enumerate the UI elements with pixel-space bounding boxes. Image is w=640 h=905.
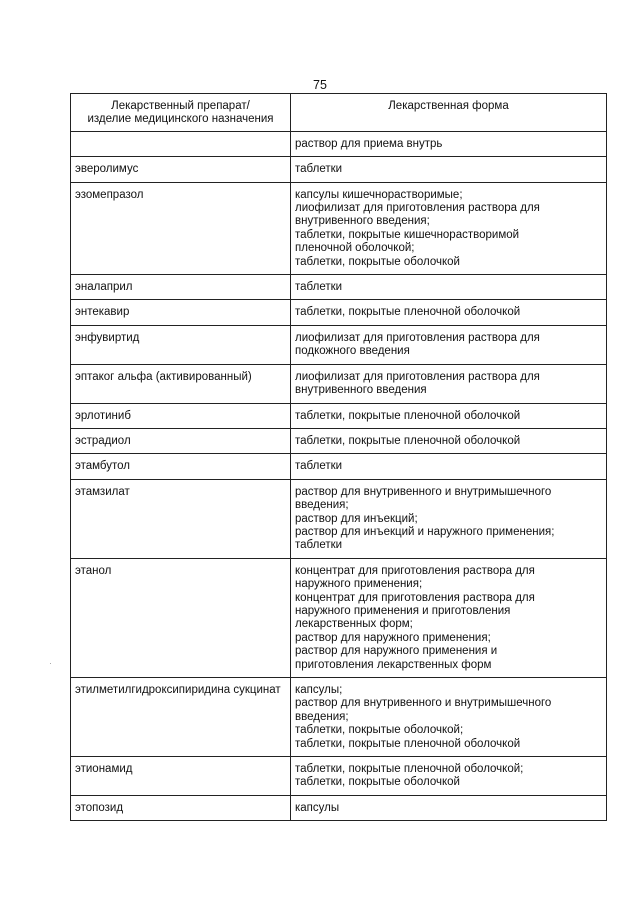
dosage-form-line: капсулы;	[295, 684, 343, 696]
dosage-form-line: концентрат для приготовления раствора для	[295, 591, 535, 604]
header-drug-line: изделие медицинского назначения	[87, 113, 274, 126]
dosage-form-cell	[291, 795, 607, 820]
header-drug-line: Лекарственный препарат/	[111, 100, 250, 112]
dosage-form-line: таблетки, покрытые оболочкой	[295, 776, 460, 789]
dosage-form-cell	[291, 454, 607, 479]
table-row	[71, 364, 607, 403]
drug-name: эверолимус	[75, 163, 139, 176]
dosage-form-cell	[291, 325, 607, 364]
drug-name-cell	[71, 403, 291, 428]
table-row	[71, 558, 607, 677]
table-row	[71, 131, 607, 156]
dosage-form-cell	[291, 131, 607, 156]
table-row	[71, 275, 607, 300]
dosage-form-line: таблетки, покрытые пленочной оболочкой	[295, 737, 521, 750]
dosage-form-line: таблетки, покрытые пленочной оболочкой;	[295, 763, 524, 776]
table-row	[71, 300, 607, 325]
table-row	[71, 678, 607, 757]
table-body	[71, 131, 607, 820]
dosage-form-line: таблетки, покрытые кишечнорастворимой	[295, 228, 520, 241]
dosage-form-line: лиофилизат для приготовления раствора для	[295, 202, 540, 215]
drug-name-cell	[71, 325, 291, 364]
dosage-form-cell	[291, 428, 607, 453]
dosage-form-line: раствор для внутривенного и внутримышечного	[295, 697, 552, 710]
drug-name-cell	[71, 157, 291, 182]
margin-mark	[50, 663, 51, 664]
dosage-form-line: таблетки	[295, 163, 343, 176]
table-row	[71, 795, 607, 820]
dosage-form-cell	[291, 157, 607, 182]
drug-name-cell	[71, 678, 291, 757]
dosage-form-line: наружного применения;	[295, 578, 423, 591]
dosage-form-line: введения;	[295, 499, 349, 512]
dosage-form-line: наружного применения и приготовления	[295, 604, 511, 617]
drug-name: этамзилат	[75, 485, 130, 498]
dosage-form-line: раствор для инъекций и наружного применения;	[295, 525, 555, 538]
drug-name: этамбутол	[75, 460, 131, 473]
table-header-row	[71, 94, 607, 132]
dosage-form-cell	[291, 300, 607, 325]
dosage-form-line: раствор для инъекций;	[295, 512, 418, 525]
drug-name: эналаприл	[75, 281, 133, 294]
table-row	[71, 182, 607, 274]
drug-name: этопозид	[75, 801, 124, 814]
drug-name-cell	[71, 795, 291, 820]
drug-name-cell	[71, 479, 291, 558]
dosage-form-line: лиофилизат для приготовления раствора для	[295, 331, 540, 344]
drug-name: этионамид	[75, 763, 133, 776]
dosage-form-line: раствор для наружного применения;	[295, 631, 491, 644]
drug-name-cell	[71, 275, 291, 300]
dosage-form-line: таблетки, покрытые пленочной оболочкой	[295, 409, 521, 422]
dosage-form-line: концентрат для приготовления раствора для	[295, 564, 535, 577]
dosage-form-line: лекарственных форм;	[295, 618, 413, 631]
dosage-form-cell	[291, 757, 607, 796]
table-row	[71, 157, 607, 182]
dosage-form-line: таблетки, покрытые оболочкой	[295, 255, 460, 268]
dosage-form-line: подкожного введения	[295, 345, 410, 358]
drug-name-cell	[71, 131, 291, 156]
drug-name-cell	[71, 300, 291, 325]
drug-name: этанол	[75, 564, 112, 577]
dosage-form-line: введения;	[295, 710, 349, 723]
dosage-form-line: таблетки, покрытые пленочной оболочкой	[295, 434, 521, 447]
table-row	[71, 479, 607, 558]
drug-name-cell	[71, 757, 291, 796]
table-row	[71, 428, 607, 453]
dosage-form-cell	[291, 479, 607, 558]
dosage-form-cell	[291, 364, 607, 403]
dosage-form-line: приготовления лекарственных форм	[295, 658, 492, 671]
drug-table	[70, 93, 607, 821]
header-form	[291, 94, 607, 132]
dosage-form-line: таблетки	[295, 281, 343, 294]
dosage-form-line: раствор для приема внутрь	[295, 137, 443, 150]
table-row	[71, 325, 607, 364]
dosage-form-cell	[291, 678, 607, 757]
dosage-form-line: капсулы кишечнорастворимые;	[295, 188, 463, 201]
dosage-form-line: внутривенного введения;	[295, 215, 430, 228]
dosage-form-line: таблетки	[295, 539, 343, 552]
dosage-form-line: раствор для наружного применения и	[295, 645, 498, 658]
drug-name-cell	[71, 182, 291, 274]
drug-name: эстрадиол	[75, 434, 131, 447]
table-row	[71, 454, 607, 479]
header-form-label: Лекарственная форма	[388, 100, 509, 112]
table-row	[71, 757, 607, 796]
drug-name: этилметилгидроксипиридина сукцинат	[75, 684, 281, 696]
header-drug	[71, 94, 291, 132]
drug-name: эрлотиниб	[75, 409, 131, 422]
dosage-form-line: таблетки, покрытые оболочкой;	[295, 724, 464, 737]
dosage-form-line: капсулы	[295, 801, 340, 814]
drug-name: энтекавир	[75, 306, 130, 319]
drug-name-cell	[71, 428, 291, 453]
drug-name: эптаког альфа (активированный)	[75, 370, 252, 383]
dosage-form-line: раствор для внутривенного и внутримышечного	[295, 485, 552, 498]
drug-name: эзомепразол	[75, 188, 144, 201]
dosage-form-cell	[291, 182, 607, 274]
dosage-form-line: таблетки, покрытые пленочной оболочкой	[295, 306, 521, 319]
dosage-form-cell	[291, 558, 607, 677]
drug-name-cell	[71, 454, 291, 479]
dosage-form-line: пленочной оболочкой;	[295, 242, 415, 255]
table-row	[71, 403, 607, 428]
dosage-form-cell	[291, 403, 607, 428]
drug-name: энфувиртид	[75, 331, 140, 344]
dosage-form-line: внутривенного введения	[295, 384, 427, 397]
dosage-form-line: таблетки	[295, 460, 343, 473]
drug-name-cell	[71, 364, 291, 403]
dosage-form-line: лиофилизат для приготовления раствора для	[295, 370, 540, 383]
drug-name-cell	[71, 558, 291, 677]
page-number: 75	[313, 78, 327, 92]
dosage-form-cell	[291, 275, 607, 300]
